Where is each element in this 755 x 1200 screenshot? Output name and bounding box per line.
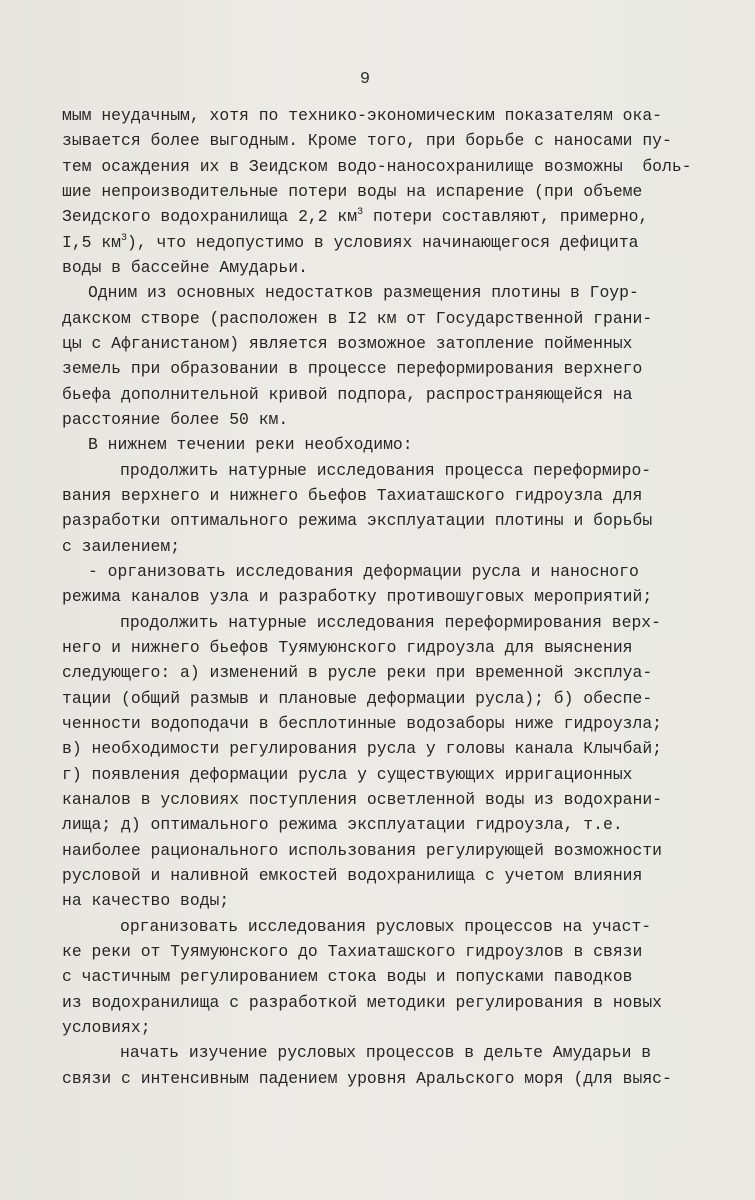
text-line: цы с Афганистаном) является возможное затопление пойменных xyxy=(62,334,633,353)
text-line: продолжить натурные исследования переформирования верх- xyxy=(120,613,661,632)
text-line: продолжить натурные исследования процесса переформиро- xyxy=(120,461,652,480)
text-line: воды в бассейне Амударьи. xyxy=(62,258,308,277)
text-line: бьефа дополнительной кривой подпора, распространяющейся на xyxy=(62,385,633,404)
text-line: ке реки от Туямуюнского до Тахиаташского гидроузлов в связи xyxy=(62,942,643,961)
text-line: тации (общий размыв и плановые деформации русла); б) обеспе- xyxy=(62,689,653,708)
text-line: русловой и наливной емкостей водохранилища с учетом влияния xyxy=(62,866,643,885)
text-line: вания верхнего и нижнего бьефов Тахиаташского гидроузла для xyxy=(62,486,643,505)
superscript: 3 xyxy=(357,206,364,218)
text-line: земель при образовании в процессе переформирования верхнего xyxy=(62,359,643,378)
text-line: связи с интенсивным падением уровня Аральского моря (для выяс- xyxy=(62,1069,672,1088)
text-line: него и нижнего бьефов Туямуюнского гидроузла для выяснения xyxy=(62,638,633,657)
text-line: Одним из основных недостатков размещения плотины в Гоур- xyxy=(88,283,639,302)
text-line: шие непроизводительные потери воды на испарение (при объеме xyxy=(62,182,643,201)
text-line: наиболее рационального использования регулирующей возможности xyxy=(62,841,662,860)
text-line: в) необходимости регулирования русла у головы канала Клычбай; xyxy=(62,739,662,758)
text-line: начать изучение русловых процессов в дельте Амударьи в xyxy=(120,1043,652,1062)
text-line: из водохранилища с разработкой методики регулирования в новых xyxy=(62,993,662,1012)
text-segment: ), что недопустимо в условиях начинающегося дефицита xyxy=(127,233,639,252)
text-line: - организовать исследования деформации русла и наносного xyxy=(88,562,639,581)
text-segment: Зеидского водохранилища 2,2 км xyxy=(62,207,358,226)
text-line: на качество воды; xyxy=(62,891,230,910)
text-line: с заилением; xyxy=(62,537,181,556)
text-segment: потери составляют, примерно, xyxy=(363,207,649,226)
text-line xyxy=(62,233,639,253)
text-line: режима каналов узла и разработку противошуговых мероприятий; xyxy=(62,587,653,606)
page-number: 9 xyxy=(359,70,371,89)
text-line: г) появления деформации русла у существующих ирригационных xyxy=(62,765,633,784)
text-line: тем осаждения их в Зеидском водо-наносохранилище возможны боль- xyxy=(62,157,692,176)
text-line: В нижнем течении реки необходимо: xyxy=(88,435,413,454)
text-segment: I,5 км xyxy=(62,233,122,252)
superscript: 3 xyxy=(121,232,128,244)
text-line: лища; д) оптимального режима эксплуатации гидроузла, т.е. xyxy=(62,815,623,834)
text-line: каналов в условиях поступления осветленной воды из водохрани- xyxy=(62,790,662,809)
text-line: организовать исследования русловых процессов на участ- xyxy=(120,917,652,936)
text-line: зывается более выгодным. Кроме того, при борьбе с наносами пу- xyxy=(62,131,672,150)
text-line: разработки оптимального режима эксплуатации плотины и борьбы xyxy=(62,511,653,530)
text-line: условиях; xyxy=(62,1018,151,1037)
text-line: расстояние более 50 км. xyxy=(62,410,289,429)
text-line: дакском створе (расположен в I2 км от Государственной грани- xyxy=(62,309,653,328)
text-line: мым неудачным, хотя по технико-экономическим показателям ока- xyxy=(62,106,662,125)
text-line xyxy=(62,207,648,227)
text-line: следующего: а) изменений в русле реки при временной эксплуа- xyxy=(62,663,653,682)
text-line: с частичным регулированием стока воды и попусками паводков xyxy=(62,967,633,986)
text-line: ченности водоподачи в бесплотинные водозаборы ниже гидроузла; xyxy=(62,714,662,733)
